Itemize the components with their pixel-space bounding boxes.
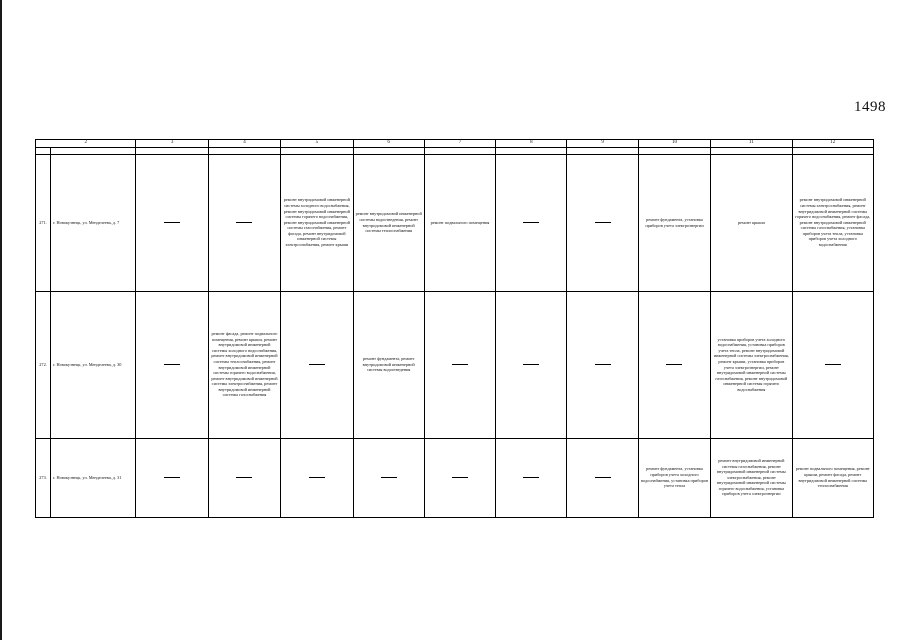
cell-col-11: ремонт крыши [711,154,792,291]
cell-col-8 [496,438,567,517]
column-header-4: 4 [208,140,280,148]
dash-mark [236,222,252,223]
dash-mark [164,477,180,478]
cell-col-12: ремонт внутридомовой инженерной системы электроснабжения, ремонт внутридомовой инженерной системы горячего водоснабжения, ремонт фасада, ремонт внутридомовой инженерной системы газоснабжения, установка приборов учета тепла, установка приборов учета холодного водоснабжения [792,154,873,291]
cell-col-3 [136,154,208,291]
row-address: г. Новокузнецк, ул. Менделеева, д. 31 [51,438,136,517]
cell-col-5 [281,291,353,438]
cell-col-9 [567,438,638,517]
cell-col-4 [208,438,280,517]
table-row [36,291,874,438]
dash-mark [309,364,325,365]
cell-col-8 [496,291,567,438]
page-left-edge [0,0,2,640]
column-header-5: 5 [281,140,353,148]
cell-col-6: ремонт фундамента, ремонт внутридомовой инженерной системы водоотведения [353,291,424,438]
cell-col-10: ремонт фундамента, установка приборов учета электроэнергии [638,154,710,291]
cell-col-7 [424,438,495,517]
dash-mark [452,364,468,365]
dash-mark [452,477,468,478]
cell-col-6: ремонт внутридомовой инженерной системы водоотведения, ремонт внутридомовой инженерной системы теплоснабжения [353,154,424,291]
cell-col-7 [424,291,495,438]
cell-col-3 [136,438,208,517]
column-header-7: 7 [424,140,495,148]
row-address: г. Новокузнецк, ул. Менделеева, д. 30 [51,291,136,438]
cell-col-6 [353,438,424,517]
dash-mark [164,364,180,365]
column-header-2: 2 [36,140,136,148]
cell-col-9 [567,291,638,438]
column-header-8: 8 [496,140,567,148]
dash-mark [236,477,252,478]
cell-col-10 [638,291,710,438]
cell-col-8 [496,154,567,291]
dash-mark [595,364,611,365]
cell-col-12: ремонт подвального помещения, ремонт крыши, ремонт фасада, ремонт внутридомовой инженерной системы теплоснабжения [792,438,873,517]
cell-col-4 [208,154,280,291]
column-header-3: 3 [136,140,208,148]
cell-col-9 [567,154,638,291]
row-number: 272. [36,291,51,438]
cell-col-4: ремонт фасада, ремонт подвального помещения, ремонт крыши, ремонт внутридомовой инженерной системы холодного водоснабжения, ремонт внутридомовой инженерной системы теплоснабжения, ремонт внутридомовой инженерной системы горячего водоснабжения, ремонт внутридомовой инженерной системы электроснабжения, ремонт внутридомовой инженерной системы газоснабжения [208,291,280,438]
dash-mark [523,222,539,223]
row-address: г. Новокузнецк, ул. Менделеева, д. 7 [51,154,136,291]
dash-mark [666,364,682,365]
cell-col-7: ремонт подвального помещения [424,154,495,291]
column-header-6: 6 [353,140,424,148]
column-header-9: 9 [567,140,638,148]
table-row [36,154,874,291]
cell-col-12 [792,291,873,438]
column-header-row [36,140,874,148]
table-row [36,438,874,517]
cell-col-3 [136,291,208,438]
dash-mark [164,222,180,223]
page-number: 1498 [854,99,886,115]
column-header-11: 11 [711,140,792,148]
row-number: 273. [36,438,51,517]
dash-mark [595,477,611,478]
cell-col-5 [281,438,353,517]
cell-col-11: установка приборов учета холодного водоснабжения, установка приборов учета тепла, ремонт внутридомовой инженерной системы электроснабжения, ремонт крыши, установка приборов учета электроэнергии, ремонт внутридомовой инженерной системы газоснабжения, ремонт внутридомовой инженерной системы горячего водоснабжения [711,291,792,438]
repair-schedule-table [35,139,874,518]
cell-col-5: ремонт внутридомовой инженерной системы холодного водоснабжения, ремонт внутридомовой инженерной системы горячего водоснабжения, ремонт внутридомовой инженерной системы газоснабжения, ремонт фасада, ремонт внутридомовой инженерной системы электроснабжения, ремонт крыши [281,154,353,291]
cell-col-11: ремонт внутридомовой инженерной системы газоснабжения, ремонт внутридомовой инженерной системы электроснабжения, ремонт внутридомовой инженерной системы горячего водоснабжения, установка приборов учета электроэнергии [711,438,792,517]
dash-mark [523,364,539,365]
dash-mark [523,477,539,478]
dash-mark [309,477,325,478]
column-header-12: 12 [792,140,873,148]
header-spacer-row [36,147,874,154]
dash-mark [825,364,841,365]
column-header-10: 10 [638,140,710,148]
row-number: 271. [36,154,51,291]
dash-mark [381,477,397,478]
cell-col-10: ремонт фундамента, установка приборов учета холодного водоснабжения, установка приборов учета тепла [638,438,710,517]
dash-mark [595,222,611,223]
